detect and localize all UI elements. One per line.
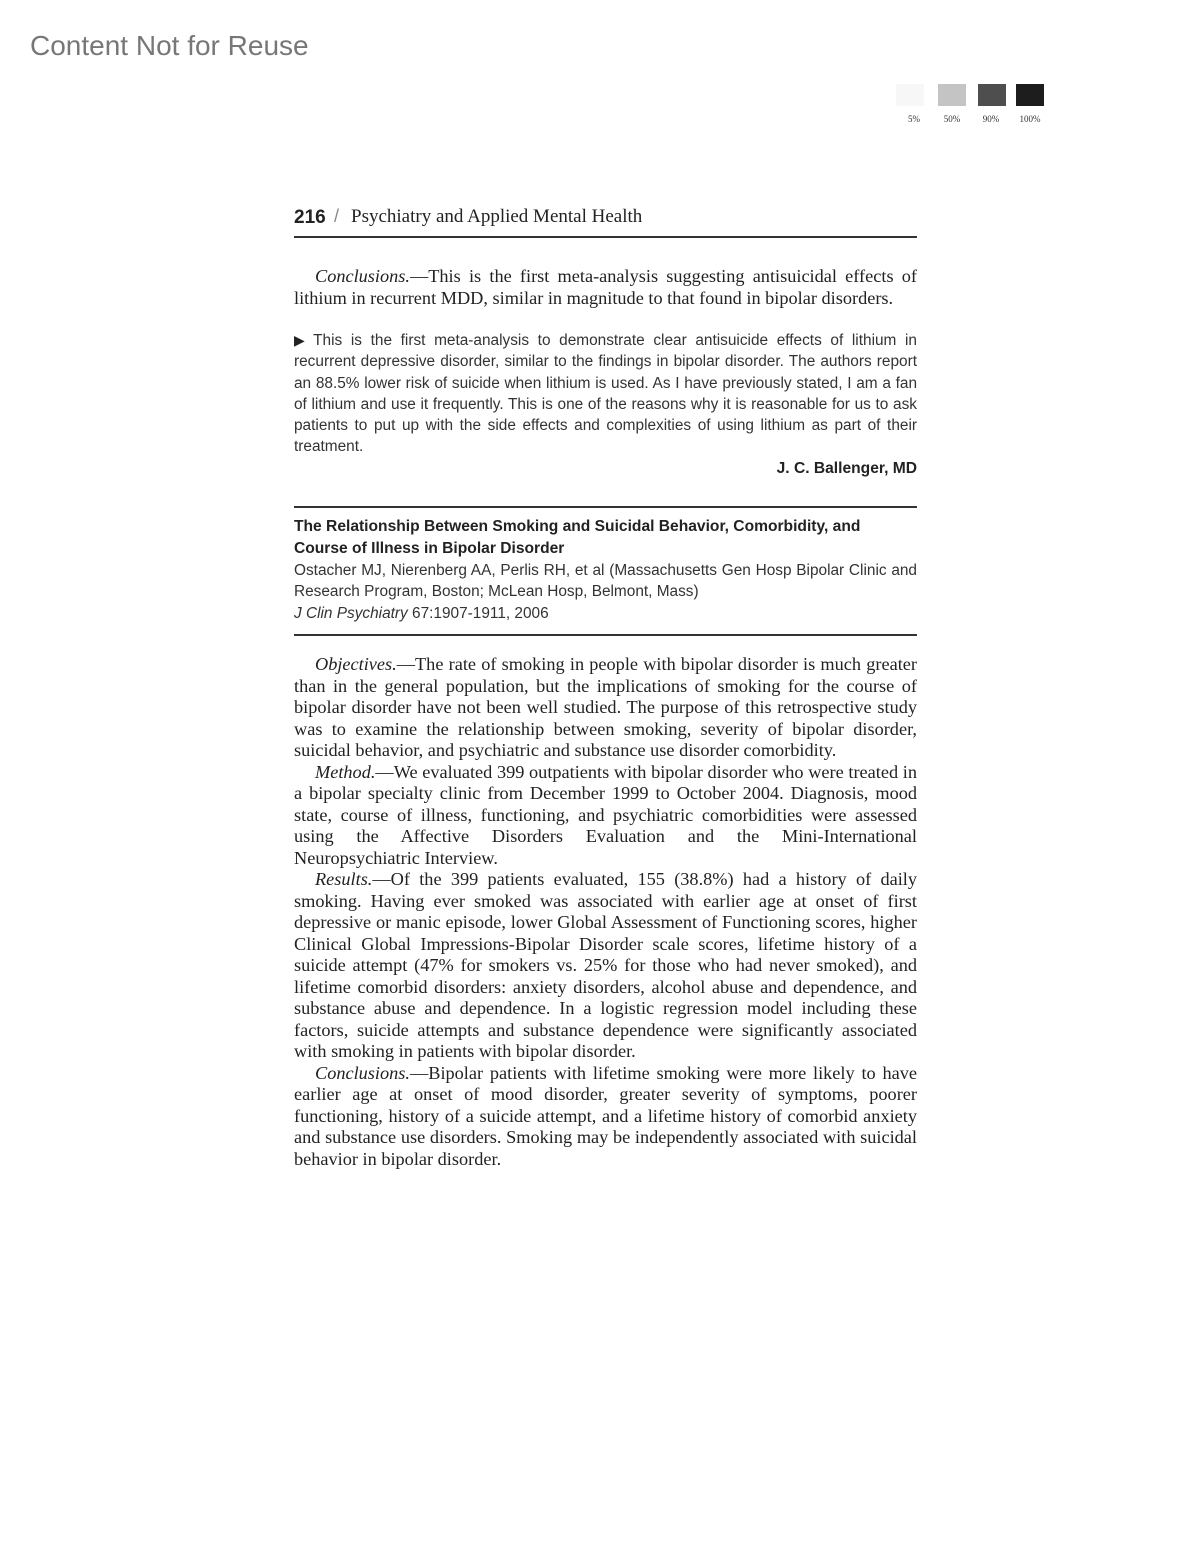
book-page [294,200,917,1170]
method-label: Method. [315,761,376,782]
watermark-text: Content Not for Reuse [30,30,309,61]
article-header [294,506,917,637]
citation-details: 67:1907-1911, 2006 [412,604,549,622]
abstract-results [294,869,917,1063]
previous-abstract [294,266,917,309]
objectives-text: —The rate of smoking in people with bipolar disorder is much greater than in the general population, but the implications of smoking for the course of bipolar disorder have not been well studied. The purpose of this retrospective study was to examine the relationship between smoking, severity of bipolar disorder, suicidal behavior, and psychiatric and substance use disorder comorbidity. [294,654,917,761]
header-separator: / [334,206,340,226]
swatch-90 [978,84,1006,106]
abstract-method [294,762,917,870]
abstract [294,654,917,1170]
arrow-icon: ▶ [294,332,310,348]
objectives-label: Objectives. [315,654,397,675]
swatch-5 [896,84,924,106]
conclusions-label: Conclusions. [315,266,410,286]
abstract-objectives [294,654,917,762]
commentary-author: J. C. Ballenger, MD [776,459,917,477]
journal-title: Psychiatry and Applied Mental Health [351,206,643,227]
running-header [294,200,917,238]
swatch-label-100: 100% [1019,114,1041,124]
abstract-conclusions-text: —Bipolar patients with lifetime smoking were more likely to have earlier age at onset of mood disorder, greater severity of symptoms, poorer functioning, history of a suicide attempt, and a lifetime history of comorbid anxiety and substance use disorders. Smoking may be independently associated with suicidal behavior in bipolar disorder. [294,1062,917,1169]
swatch-100 [1016,84,1044,106]
article-title: The Relationship Between Smoking and Suicidal Behavior, Comorbidity, and Course of Illness in Bipolar Disorder [294,517,861,557]
page-number: 216 [294,207,326,228]
article-citation [294,603,917,625]
swatch-label-90: 90% [982,114,1000,124]
commentary-text: This is the first meta-analysis to demonstrate clear antisuicide effects of lithium in recurrent depressive disorder, similar to the findings in bipolar disorder. The authors report an 88.5% lower risk of suicide when lithium is used. As I have previously stated, I am a fan of lithium and use it frequently. This is one of the reasons why it is reasonable for us to ask patients to put up with the side effects and complexities of using lithium as part of their treatment. [294,332,917,456]
conclusions-text: —This is the first meta-analysis suggesting antisuicidal effects of lithium in recurrent MDD, similar in magnitude to that found in bipolar disorders. [294,266,917,308]
editor-commentary [294,330,917,458]
citation-journal: J Clin Psychiatry [294,604,408,622]
method-text: —We evaluated 399 outpatients with bipolar disorder who were treated in a bipolar specialty clinic from December 1999 to October 2004. Diagnosis, mood state, course of illness, functioning, and psychiatric comorbidities were assessed using the Affective Disorders Evaluation and the Mini-International Neuropsychiatric Interview. [294,761,917,868]
results-label: Results. [315,869,373,890]
abstract-conclusions [294,1063,917,1171]
results-text: —Of the 399 patients evaluated, 155 (38.8%) had a history of daily smoking. Having ever smoked was associated with earlier age at onset of first depressive or manic episode, lower Global Assessment of Functioning scores, higher Clinical Global Impressions-Bipolar Disorder scale scores, lifetime history of a suicide attempt (47% for smokers vs. 25% for those who had never smoked), and lifetime comorbid disorders: anxiety disorders, alcohol abuse and dependence, and substance abuse and dependence. In a logistic regression model including these factors, suicide attempts and substance dependence were significantly associated with smoking in patients with bipolar disorder. [294,869,917,1062]
swatch-label-5: 5% [908,114,920,124]
previous-conclusions [294,266,917,309]
article-authors: Ostacher MJ, Nierenberg AA, Perlis RH, et al (Massachusetts Gen Hosp Bipolar Clinic and Research Program, Boston; McLean Hosp, Belmont, Mass) [294,561,917,601]
swatch-50 [938,84,966,106]
swatch-label-50: 50% [943,114,961,124]
abstract-conclusions-label: Conclusions. [315,1062,410,1083]
